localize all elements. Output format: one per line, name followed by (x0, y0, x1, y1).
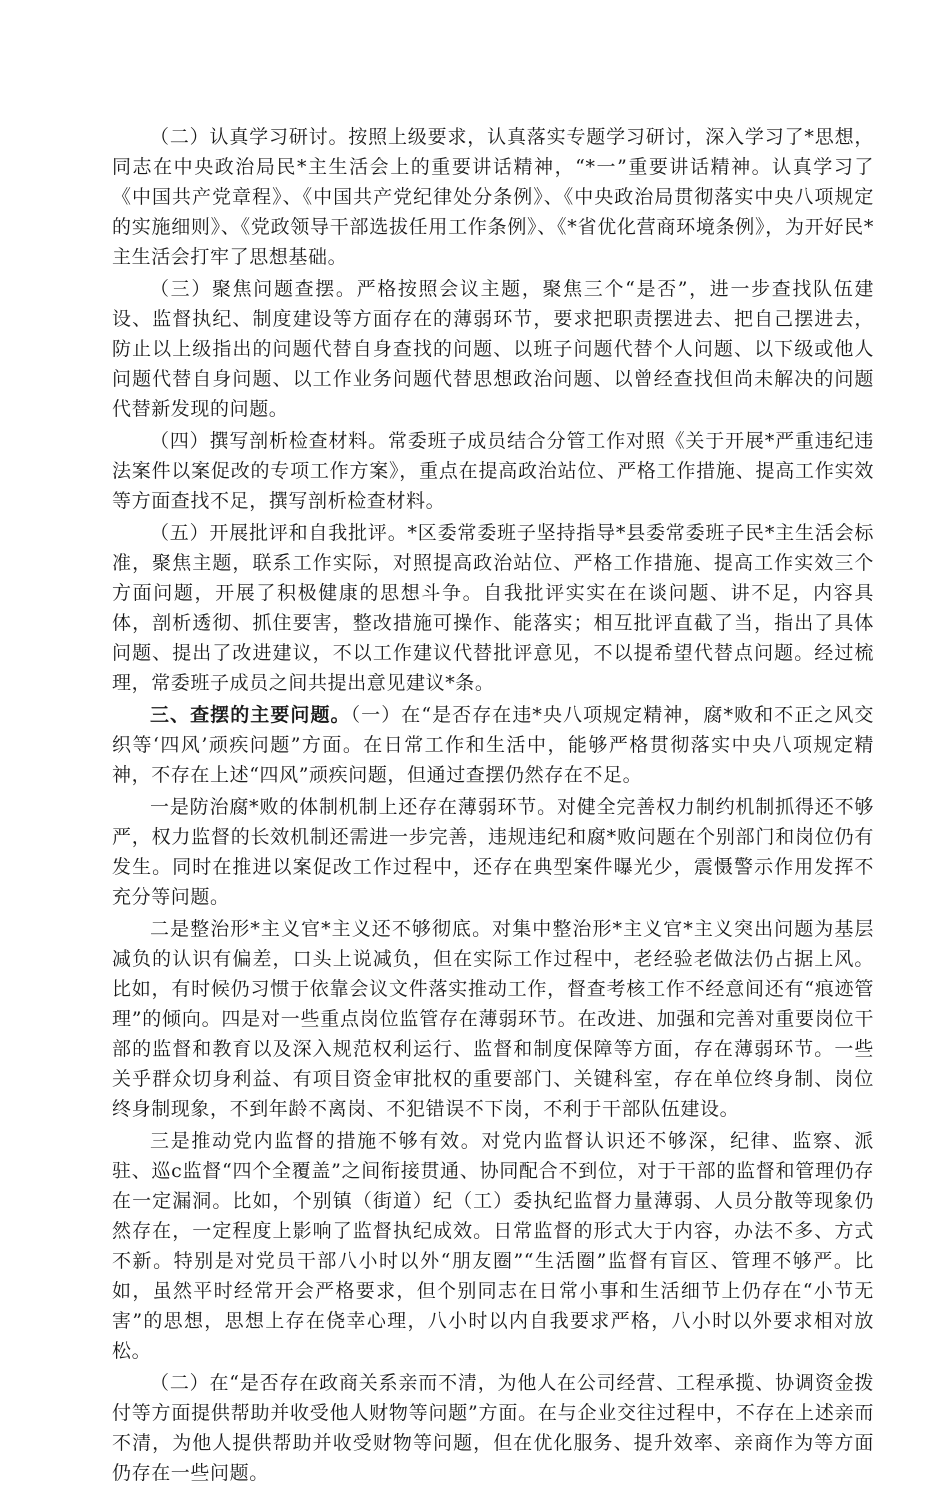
paragraph-problem-finding: （三）聚焦问题查摆。严格按照会议主题，聚焦三个“是否”，进一步查找队伍建设、监督执纪、制度建设等方面存在的薄弱环节，要求把职责摆进去、把自己摆进去，防止以上级指出的问题代替自身查找的问题、以班子问题代替个人问题、以下级或他人问题代替自身问题、以工作业务问题代替思想政治问题、以曾经查找但尚未解决的问题代替新发现的问题。 (112, 278, 874, 420)
paragraph-criticism: （五）开展批评和自我批评。*区委常委班子坚持指导*县委常委班子民*主生活会标准，聚焦主题，联系工作实际，对照提高政治站位、严格工作措施、提高工作实效三个方面问题，开展了积极健康的思想斗争。自我批评实实在在谈问题、讲不足，内容具体，剖析透彻、抓住要害，整改措施可操作、能落实；相互批评直截了当，指出了具体问题、提出了改进建议，不以工作建议代替批评意见，不以提希望代替点问题。经过梳理，常委班子成员之间共提出意见建议*条。 (112, 522, 874, 694)
paragraph-point-two: 二是整治形*主义官*主义还不够彻底。对集中整治形*主义官*主义突出问题为基层减负的认识有偏差，口头上说减负，但在实际工作过程中，老经验老做法仍占据上风。比如，有时候仍习惯于依靠会议文件落实推动工作，督查考核工作不经意间还有“痕迹管理”的倾向。四是对一些重点岗位监管存在薄弱环节。在改进、加强和完善对重要岗位干部的监督和教育以及深入规范权利运行、监督和制度保障等方面，存在薄弱环节。一些关乎群众切身利益、有项目资金审批权的重要部门、关键科室，存在单位终身制、岗位终身制现象，不到年龄不离岗、不犯错误不下岗，不利于干部队伍建设。 (112, 918, 874, 1120)
paragraph-analysis-materials: （四）撰写剖析检查材料。常委班子成员结合分管工作对照《关于开展*严重违纪违法案件以案促改的专项工作方案》，重点在提高政治站位、严格工作措施、提高工作实效等方面查找不足，撰写剖析检查材料。 (112, 430, 874, 512)
paragraph-point-three: 三是推动党内监督的措施不够有效。对党内监督认识还不够深，纪律、监察、派驻、巡c监督“四个全覆盖”之间衔接贯通、协同配合不到位，对于干部的监督和管理仍存在一定漏洞。比如，个别镇（街道）纪（工）委执纪监督力量薄弱、人员分散等现象仍然存在，一定程度上影响了监督执纪成效。日常监督的形式大于内容，办法不多、方式不新。特别是对党员干部八小时以外“朋友圈”“生活圈”监督有盲区、管理不够严。比如，虽然平时经常开会严格要求，但个别同志在日常小事和生活细节上仍存在“小节无害”的思想，思想上存在侥幸心理，八小时以内自我要求严格，八小时以外要求相对放松。 (112, 1130, 874, 1362)
paragraph-government-business: （二）在“是否存在政商关系亲而不清，为他人在公司经营、工程承揽、协调资金拨付等方面提供帮助并收受他人财物等问题”方面。在与企业交往过程中，不存在上述亲而不清，为他人提供帮助并收受财物等问题，但在优化服务、提升效率、亲商作为等方面仍存在一些问题。 (112, 1372, 874, 1484)
section-three (112, 700, 874, 790)
paragraph-study: （二）认真学习研讨。按照上级要求，认真落实专题学习研讨，深入学习了*思想，同志在中央政治局民*主生活会上的重要讲话精神，“*一”重要讲话精神。认真学习了《中国共产党章程》、《中国共产党纪律处分条例》、《中央政治局贯彻落实中央八项规定的实施细则》、《党政领导干部选拔任用工作条例》、《*省优化营商环境条例》，为开好民*主生活会打牢了思想基础。 (112, 126, 874, 268)
section-three-text: （一）在“是否存在违*央八项规定精神，腐*败和不正之风交织等‘四风’顽疾问题”方面。在日常工作和生活中，能够严格贯彻落实中央八项规定精神，不存在上述“四风”顽疾问题，但通过查摆仍然存在不足。 (112, 704, 874, 786)
document-body (112, 122, 874, 1490)
paragraph-point-one: 一是防治腐*败的体制机制上还存在薄弱环节。对健全完善权力制约机制抓得还不够严，权力监督的长效机制还需进一步完善，违规违纪和腐*败问题在个别部门和岗位仍有发生。同时在推进以案促改工作过程中，还存在典型案件曝光少，震慑警示作用发挥不充分等问题。 (112, 796, 874, 908)
section-three-heading: 三、查摆的主要问题。 (150, 704, 351, 726)
